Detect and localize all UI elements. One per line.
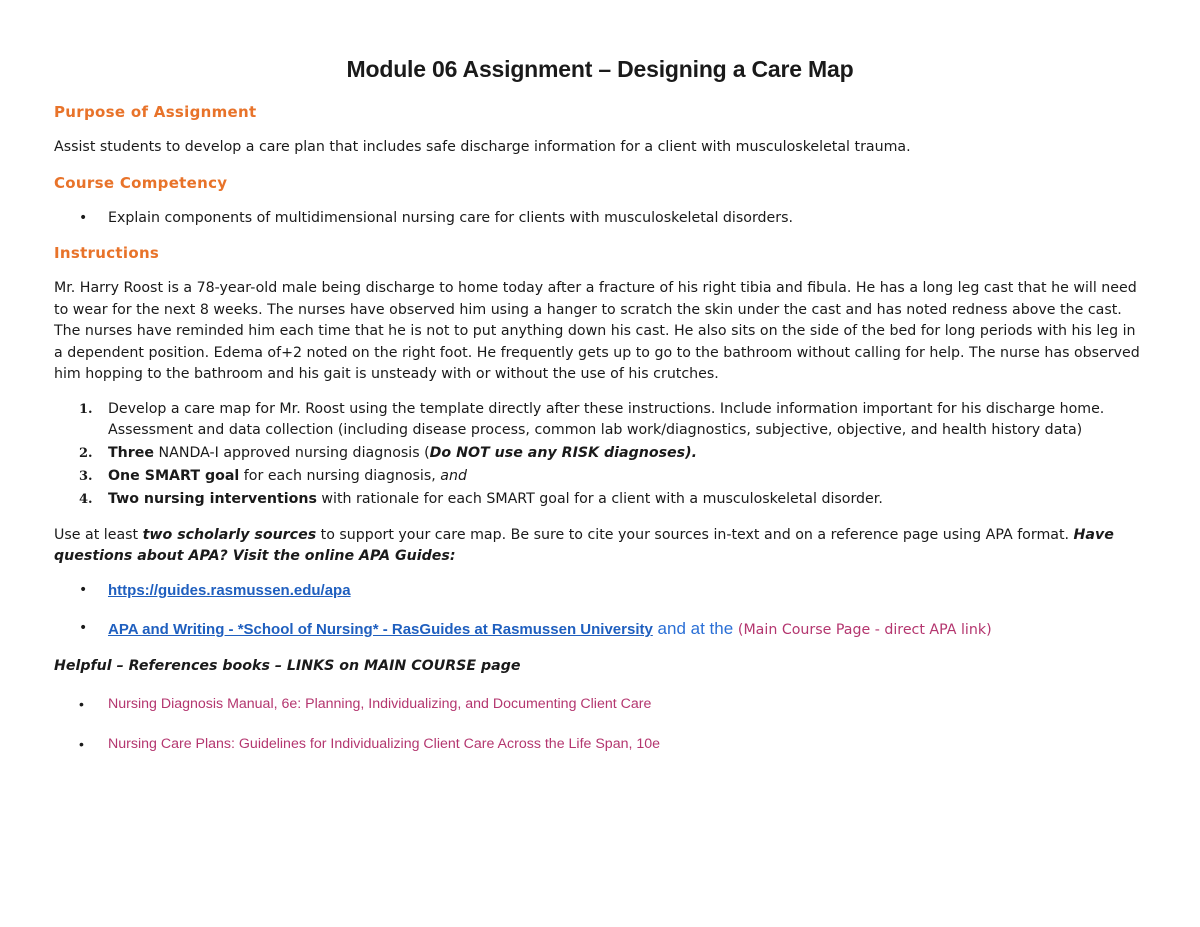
step-bold-text: Two nursing interventions [108,491,317,507]
instruction-steps [54,399,1146,511]
purpose-heading: Purpose of Assignment [54,103,257,121]
competency-heading: Course Competency [54,173,228,192]
bullet-icon: • [79,695,84,712]
step-number: 1. [79,401,93,417]
and-at-the-text: and at the [652,619,738,638]
main-course-text: (Main Course Page - direct APA link) [737,622,992,638]
step-number: 3. [79,469,93,484]
step-item [54,399,1146,442]
instructions-heading: Instructions [54,244,160,262]
apa-url-item [54,580,1146,603]
step-text: Develop a care map for Mr. Roost using the template directly after these instructions. Include information important for his discharge home. Assessment and data collection (including disease process, common lab work/diagnostics, subjective, objective, and health history data) [108,400,1105,438]
step-text: NANDA-I approved nursing diagnosis ( [154,445,430,461]
sources-paragraph [54,525,1146,568]
sources-pre: Use at least [54,526,143,543]
competency-item [54,208,1146,230]
competency-list [54,208,1146,230]
step-number: 4. [79,492,93,507]
bullet-icon: • [79,620,88,636]
apa-guides-link[interactable]: https://guides.rasmussen.edu/apa [108,581,351,599]
step-item [54,489,1146,511]
reference-book-title: Nursing Care Plans: Guidelines for Individualizing Client Care Across the Life Span, 10e [108,736,661,752]
apa-writing-link[interactable]: APA and Writing - *School of Nursing* - RasGuides at Rasmussen University [108,621,653,638]
reference-books-list [54,694,1146,756]
step-text: for each nursing diagnosis, [239,468,441,484]
apa-question: Have questions about APA? Visit the online APA Guides: [54,526,1114,564]
step-bold-text: Three [108,445,155,461]
bullet-icon: • [79,736,84,752]
bullet-icon: • [79,209,88,226]
scenario-text: Mr. Harry Roost is a 78-year-old male being discharge to home today after a fracture of his right tibia and fibula. He has a long leg cast that he will need to wear for the next 8 weeks. The nurses have observed him using a hanger to scratch the skin under the cast and has noted redness above the cast. The nurses have reminded him each time that he is not to put anything down his cast. He also sits on the side of the bed for long periods with his leg in a dependent position. Edema of+2 noted on the right foot. He frequently gets up to go to the bathroom without calling for help. The nurse has observed him hopping to the bathroom and his gait is unsteady with or without the use of his crutches. [54,280,1140,382]
step-item [54,443,1146,465]
purpose-text: Assist students to develop a care plan that includes safe discharge information for a client with musculoskeletal trauma. [54,139,911,155]
step-italic-text: and [440,468,467,484]
sources-post: to support your care map. Be sure to cite your sources in-text and on a reference page using APA format. [316,526,1074,543]
apa-links-list [54,580,1146,642]
page-title: Module 06 Assignment – Designing a Care Map [346,56,854,82]
step-item [54,466,1146,488]
reference-book-item[interactable] [54,694,1146,716]
step-text: with rationale for each SMART goal for a client with a musculoskeletal disorder. [316,491,883,507]
apa-writing-item [54,618,1146,642]
bullet-icon: • [79,581,88,598]
reference-book-item[interactable] [54,734,1146,756]
step-number: 2. [79,446,93,461]
competency-item-text: Explain components of multidimensional nursing care for clients with musculoskeletal disorders. [108,209,793,226]
reference-book-title: Nursing Diagnosis Manual, 6e: Planning, Individualizing, and Documenting Client Care [108,695,652,712]
helpful-references-heading: Helpful – References books – LINKS on MAIN COURSE page [54,657,521,674]
sources-bold: two scholarly sources [142,526,317,543]
step-bold-text: One SMART goal [108,468,240,484]
step-emphasis-text: Do NOT use any RISK diagnoses). [429,445,697,461]
